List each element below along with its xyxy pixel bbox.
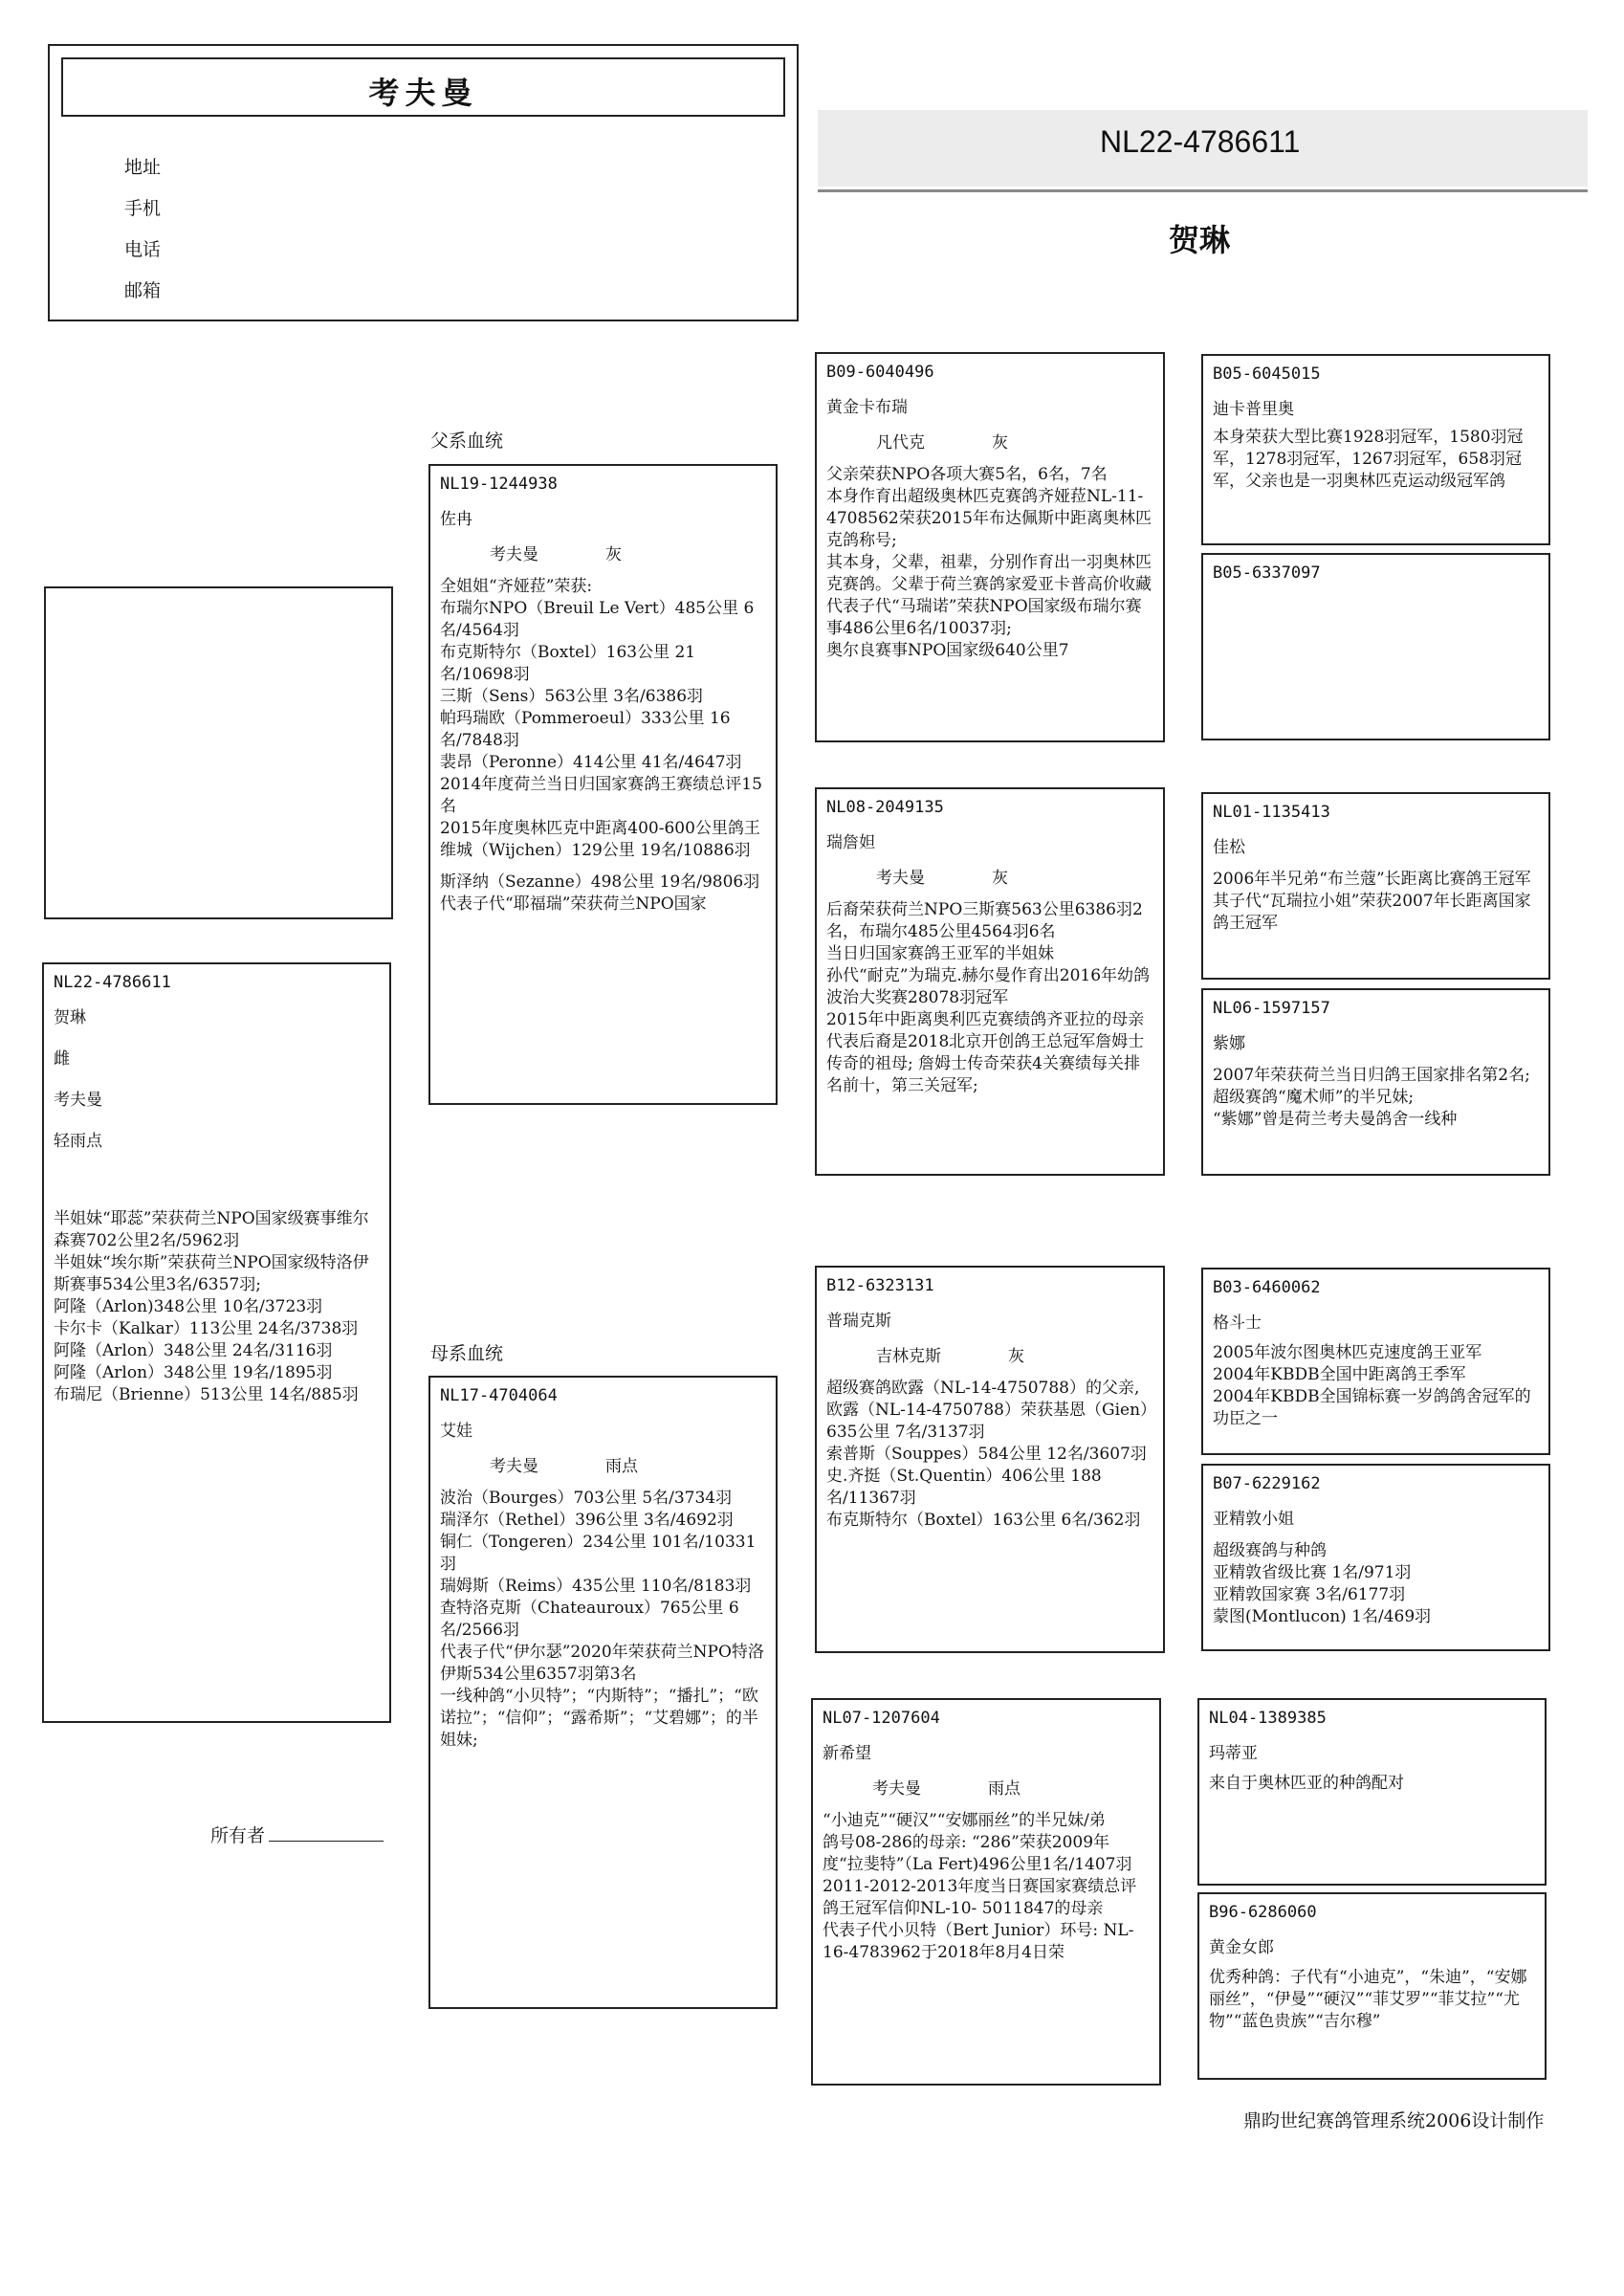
note-line: 维城（Wijchen）129公里 19名/10886羽 bbox=[440, 841, 751, 860]
note-line: 2015年中距离奥利匹克赛绩鸽齐亚拉的母亲 bbox=[826, 1010, 1145, 1029]
breeder: 吉林克斯 bbox=[876, 1347, 941, 1366]
dam-line-label: 母系血统 bbox=[430, 1343, 504, 1364]
sd-name: 瑞詹妲 bbox=[826, 833, 875, 852]
title-divider bbox=[818, 189, 1588, 192]
note-line: “紫娜”曾是荷兰考夫曼鸽舍一线种 bbox=[1213, 1110, 1458, 1129]
sd-notes bbox=[826, 899, 1153, 1097]
dss-ring: B03-6460062 bbox=[1213, 1278, 1321, 1297]
dsd-name: 亚精敦小姐 bbox=[1213, 1510, 1294, 1529]
note-line: 欧露（NL-14-4750788）荣获基恩（Gien）635公里 7名/3137羽 bbox=[826, 1401, 1149, 1442]
breeder: 考夫曼 bbox=[490, 545, 538, 564]
sire-card bbox=[428, 464, 778, 1105]
loft-name: 考夫曼 bbox=[368, 75, 478, 111]
note-line: 卡尔卡（Kalkar）113公里 24名/3738羽 bbox=[54, 1319, 359, 1338]
color: 灰 bbox=[1008, 1347, 1024, 1366]
note-line: 索普斯（Souppes）584公里 12名/3607羽 bbox=[826, 1445, 1147, 1464]
note-line: 帕玛瑞欧（Pommeroeul）333公里 16名/7848羽 bbox=[440, 709, 731, 750]
dam-sire-card bbox=[815, 1266, 1165, 1653]
note-line: 2007年荣获荷兰当日归鸽王国家排名第2名; bbox=[1213, 1066, 1530, 1085]
subject-sex: 雌 bbox=[54, 1049, 70, 1069]
sdd-name: 紫娜 bbox=[1213, 1034, 1245, 1053]
note-line: 超级赛鸽与种鸽 bbox=[1213, 1541, 1327, 1560]
subject-name: 贺琳 bbox=[54, 1008, 86, 1027]
ssd-card bbox=[1201, 553, 1550, 740]
ddd-name: 黄金女郎 bbox=[1209, 1938, 1274, 1957]
sd-ring: NL08-2049135 bbox=[826, 798, 944, 817]
note-line: 优秀种鸽：子代有“小迪克”，“朱迪”，“安娜丽丝”，“伊曼”“硬汉”“菲艾罗”“菲艾拉”“尤物”“蓝色贵族”“吉尔穆” bbox=[1209, 1968, 1527, 2031]
dsd-card bbox=[1201, 1464, 1550, 1651]
note-line: 2006年半兄弟“布兰蔻”长距离比赛鸽王冠军 bbox=[1213, 870, 1531, 889]
sire-notes bbox=[440, 576, 766, 916]
sds-notes bbox=[1213, 869, 1539, 935]
dam-card bbox=[428, 1376, 778, 2009]
subject-ring: NL22-4786611 bbox=[54, 973, 171, 992]
sire-dam-card bbox=[815, 787, 1165, 1176]
note-line: 蒙图(Montlucon) 1名/469羽 bbox=[1213, 1607, 1432, 1626]
note-line: 布瑞尼（Brienne）513公里 14名/885羽 bbox=[54, 1385, 359, 1404]
footer-credit: 鼎昀世纪赛鸽管理系统2006设计制作 bbox=[1243, 2110, 1545, 2131]
note-line: 本身荣获大型比赛1928羽冠军，1580羽冠军，1278羽冠军，1267羽冠军，658羽冠军，父亲也是一羽奥林匹克运动级冠军鸽 bbox=[1213, 428, 1524, 491]
dss-card bbox=[1201, 1268, 1550, 1455]
note-line: 裴昂（Peronne）414公里 41名/4647羽 bbox=[440, 753, 742, 772]
title-ring: NL22-4786611 bbox=[1100, 124, 1301, 159]
note-line: 三斯（Sens）563公里 3名/6386羽 bbox=[440, 687, 704, 706]
note-line: 来自于奥林匹亚的种鸽配对 bbox=[1209, 1774, 1404, 1793]
note-line: 代表子代小贝特（Bert Junior）环号: NL-16-4783962于2018年8月4日荣 bbox=[823, 1921, 1134, 1962]
note-line: 一线种鸽“小贝特”；“内斯特”；“播扎”；“欧诺拉”；“信仰”；“露希斯”；“艾碧娜”；的半姐妹; bbox=[440, 1687, 758, 1750]
note-line: 半姐妹“耶蕊”荣获荷兰NPO国家级赛事维尔森赛702公里2名/5962羽 bbox=[54, 1209, 369, 1250]
dd-breeder-color bbox=[823, 1778, 1150, 1800]
note-line: 代表子代“马瑞诺”荣获NPO国家级布瑞尔赛事486公里6名/10037羽; bbox=[826, 597, 1142, 638]
note-line: 斯泽纳（Sezanne）498公里 19名/9806羽 bbox=[440, 872, 760, 892]
dds-ring: NL04-1389385 bbox=[1209, 1709, 1327, 1728]
note-line: 布瑞尔NPO（Breuil Le Vert）485公里 6名/4564羽 bbox=[440, 599, 755, 640]
breeder: 考夫曼 bbox=[876, 869, 925, 888]
sds-ring: NL01-1135413 bbox=[1213, 803, 1330, 822]
dsd-notes bbox=[1213, 1540, 1539, 1628]
title-bird-name: 贺琳 bbox=[1169, 222, 1231, 258]
sd-breeder-color bbox=[826, 868, 1153, 890]
color: 雨点 bbox=[988, 1779, 1020, 1799]
note-line: 后裔荣获荷兰NPO三斯赛563公里6386羽2名，布瑞尔485公里4564羽6名 bbox=[826, 900, 1143, 941]
note-line: 2015年度奥林匹克中距离400-600公里鸽王 bbox=[440, 819, 760, 838]
sire-line-label: 父系血统 bbox=[430, 430, 504, 452]
sire-name: 佐冉 bbox=[440, 510, 472, 529]
note-line: 当日归国家赛鸽王亚军的半姐妹 bbox=[826, 944, 1054, 963]
sdd-notes bbox=[1213, 1065, 1539, 1131]
note-line: 瑞姆斯（Reims）435公里 110名/8183羽 bbox=[440, 1577, 752, 1596]
note-line: 瑞泽尔（Rethel）396公里 3名/4692羽 bbox=[440, 1511, 734, 1530]
owner-text: 所有者 bbox=[210, 1825, 266, 1846]
note-line: 阿隆（Arlon）348公里 19名/1895羽 bbox=[54, 1363, 333, 1382]
dam-dam-card bbox=[811, 1698, 1161, 2086]
sire-breeder-color bbox=[440, 544, 766, 566]
contact-label: 手机 bbox=[124, 198, 162, 219]
ss-name: 黄金卡布瑞 bbox=[826, 398, 908, 417]
ssd-ring: B05-6337097 bbox=[1213, 563, 1321, 583]
note-line: 2004年KBDB全国锦标赛一岁鸽鸽舍冠军的功臣之一 bbox=[1213, 1387, 1531, 1428]
sds-card bbox=[1201, 792, 1550, 980]
note-line: 波治（Bourges）703公里 5名/3734羽 bbox=[440, 1489, 733, 1508]
ds-notes bbox=[826, 1378, 1153, 1532]
note-line: 阿隆（Arlon)348公里 10名/3723羽 bbox=[54, 1297, 323, 1316]
subject-breeder: 考夫曼 bbox=[54, 1091, 102, 1110]
note-line: 2004年KBDB全国中距离鸽王季军 bbox=[1213, 1365, 1466, 1384]
contact-list bbox=[124, 153, 161, 318]
breeder: 考夫曼 bbox=[490, 1457, 538, 1476]
sss-ring: B05-6045015 bbox=[1213, 364, 1321, 384]
note-line: 代表子代“伊尔瑟”2020年荣获荷兰NPO特洛伊斯534公里6357羽第3名 bbox=[440, 1643, 764, 1684]
color: 灰 bbox=[992, 869, 1008, 888]
ddd-ring: B96-6286060 bbox=[1209, 1903, 1317, 1922]
note-line: 查特洛克斯（Chateauroux）765公里 6名/2566羽 bbox=[440, 1599, 739, 1640]
note-line: 超级赛鸽欧露（NL-14-4750788）的父亲, bbox=[826, 1379, 1140, 1398]
note-line: 2014年度荷兰当日归国家赛鸽王赛绩总评15名 bbox=[440, 775, 762, 816]
note-line: 奥尔良赛事NPO国家级640公里7 bbox=[826, 641, 1069, 660]
sdd-ring: NL06-1597157 bbox=[1213, 999, 1330, 1018]
color: 灰 bbox=[992, 433, 1008, 453]
note-line: 布克斯特尔（Boxtel）163公里 21名/10698羽 bbox=[440, 643, 696, 684]
note-line: 鸽号08-286的母亲: “286”荣获2009年度“拉斐特”（La Fert)496公里1名/1407羽 bbox=[823, 1833, 1132, 1874]
note-line: 史.齐挺（St.Quentin）406公里 188名/11367羽 bbox=[826, 1467, 1102, 1508]
dds-notes bbox=[1209, 1773, 1535, 1795]
note-line: 布克斯特尔（Boxtel）163公里 6名/362羽 bbox=[826, 1511, 1141, 1530]
sire-ring: NL19-1244938 bbox=[440, 475, 558, 494]
note-line: 其本身，父辈，祖辈，分别作育出一羽奥林匹克赛鸽。父辈于荷兰赛鸽家爱亚卡普高价收藏 bbox=[826, 553, 1152, 594]
color: 灰 bbox=[605, 545, 622, 564]
note-line: 本身作育出超级奥林匹克赛鸽齐娅菈NL-11-4708562荣获2015年布达佩斯中距离奥林匹克鸽称号; bbox=[826, 487, 1152, 550]
note-line: 全姐姐“齐娅菈”荣获: bbox=[440, 577, 593, 596]
sire-sire-card bbox=[815, 352, 1165, 742]
ss-ring: B09-6040496 bbox=[826, 363, 934, 382]
sss-notes bbox=[1213, 427, 1539, 493]
dds-card bbox=[1197, 1698, 1547, 1886]
contact-label: 地址 bbox=[124, 157, 162, 178]
note-line: 其子代“瓦瑞拉小姐”荣获2007年长距离国家鸽王冠军 bbox=[1213, 892, 1531, 933]
breeder: 考夫曼 bbox=[872, 1779, 921, 1799]
loft-contact-box bbox=[48, 44, 799, 321]
sdd-card bbox=[1201, 988, 1550, 1176]
sds-name: 佳松 bbox=[1213, 838, 1245, 857]
dsd-ring: B07-6229162 bbox=[1213, 1474, 1321, 1493]
note-line: 2005年波尔图奥林匹克速度鸽王亚军 bbox=[1213, 1343, 1482, 1362]
breeder: 凡代克 bbox=[876, 433, 925, 453]
note-line: 铜仁（Tongeren）234公里 101名/10331羽 bbox=[440, 1533, 757, 1574]
owner-blank bbox=[269, 1823, 384, 1842]
note-line: 超级赛鸽“魔术师”的半兄妹; bbox=[1213, 1088, 1415, 1107]
ddd-notes bbox=[1209, 1967, 1535, 2033]
ss-notes bbox=[826, 464, 1153, 662]
subject-color: 轻雨点 bbox=[54, 1132, 102, 1151]
note-line: “小迪克”“硬汉”“安娜丽丝”的半兄妹/弟 bbox=[823, 1811, 1106, 1830]
subject-notes bbox=[54, 1208, 380, 1406]
dds-name: 玛蒂亚 bbox=[1209, 1744, 1258, 1763]
dss-name: 格斗士 bbox=[1213, 1314, 1262, 1333]
dam-breeder-color bbox=[440, 1456, 766, 1478]
note-line: 孙代“耐克”为瑞克.赫尔曼作育出2016年幼鸽波治大奖赛28078羽冠军 bbox=[826, 966, 1151, 1007]
dd-ring: NL07-1207604 bbox=[823, 1709, 940, 1728]
dam-notes bbox=[440, 1488, 766, 1752]
note-line: 代表后裔是2018北京开创鸽王总冠军詹姆士传奇的祖母; 詹姆士传奇荣获4关赛绩每关排名前十，第三关冠军; bbox=[826, 1032, 1145, 1095]
ds-ring: B12-6323131 bbox=[826, 1276, 934, 1295]
ss-breeder-color bbox=[826, 432, 1153, 454]
note-line: 亚精敦省级比赛 1名/971羽 bbox=[1213, 1563, 1412, 1582]
note-line: 父亲荣获NPO各项大赛5名，6名，7名 bbox=[826, 465, 1108, 484]
sss-name: 迪卡普里奥 bbox=[1213, 400, 1294, 419]
ddd-card bbox=[1197, 1892, 1547, 2080]
dd-name: 新希望 bbox=[823, 1744, 871, 1763]
color: 雨点 bbox=[605, 1457, 638, 1476]
note-line: 阿隆（Arlon）348公里 24名/3116羽 bbox=[54, 1341, 333, 1360]
dd-notes bbox=[823, 1810, 1150, 1964]
dam-name: 艾娃 bbox=[440, 1422, 472, 1441]
dss-notes bbox=[1213, 1342, 1539, 1430]
note-line: 亚精敦国家赛 3名/6177羽 bbox=[1213, 1585, 1406, 1604]
photo-placeholder bbox=[44, 586, 393, 919]
ds-name: 普瑞克斯 bbox=[826, 1312, 891, 1331]
contact-label: 邮箱 bbox=[124, 280, 162, 301]
note-line: 2011-2012-2013年度当日赛国家赛绩总评鸽王冠军信仰NL-10- 5011847的母亲 bbox=[823, 1877, 1137, 1918]
contact-label: 电话 bbox=[124, 239, 162, 260]
owner-label bbox=[210, 1821, 384, 1847]
sss-card bbox=[1201, 354, 1550, 545]
subject-card bbox=[42, 962, 391, 1723]
note-line: 半姐妹“埃尔斯”荣获荷兰NPO国家级特洛伊斯赛事534公里3名/6357羽; bbox=[54, 1253, 369, 1294]
dam-ring: NL17-4704064 bbox=[440, 1386, 558, 1405]
loft-title-bar bbox=[61, 57, 785, 117]
ds-breeder-color bbox=[826, 1346, 1153, 1368]
note-line: 代表子代“耶福瑞”荣获荷兰NPO国家 bbox=[440, 894, 707, 914]
